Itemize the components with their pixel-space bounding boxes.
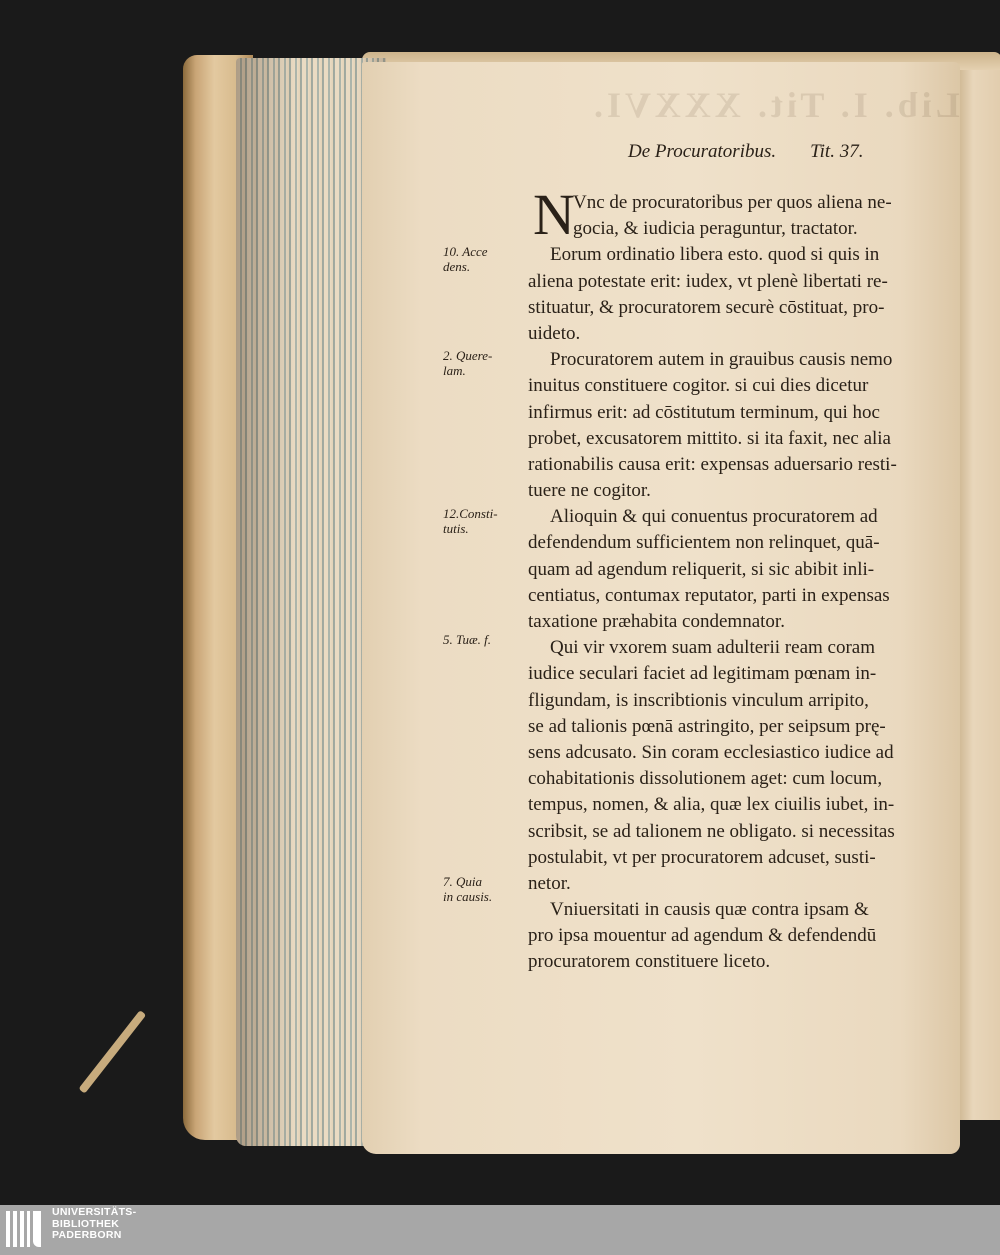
- text-line: aliena potestate erit: iudex, vt plenè libertati re-: [528, 270, 888, 292]
- text-line: tempus, nomen, & alia, quæ lex ciuilis iubet, in-: [528, 794, 895, 816]
- text-line: se ad talionis pœnā astringito, per seipsum prę-: [528, 715, 886, 737]
- text-line: Alioquin & qui conuentus procuratorem ad: [550, 506, 878, 528]
- text-line: gocia, & iudicia peraguntur, tractator.: [573, 218, 858, 240]
- margin-note: 5. Tuæ. f.: [443, 632, 492, 647]
- drop-capital: N: [533, 182, 575, 247]
- text-line: stituatur, & procuratorem securè cōstituat, pro-: [528, 296, 885, 318]
- text-line: cohabitationis dissolutionem aget: cum locum,: [528, 768, 883, 790]
- text-line: scribsit, se ad talionem ne obligato. si necessitas: [528, 820, 895, 842]
- text-line: netor.: [528, 872, 571, 894]
- text-line: infirmus erit: ad cōstitutum terminum, qui hoc: [528, 401, 880, 423]
- header-title-number: Tit. 37.: [810, 141, 864, 162]
- text-line: postulabit, vt per procuratorem adcuset, susti-: [528, 846, 876, 868]
- text-line: pro ipsa mouentur ad agendum & defendendū: [528, 925, 877, 947]
- text-line: tuere ne cogitor.: [528, 480, 651, 502]
- text-line: Procuratorem autem in grauibus causis nemo: [550, 349, 893, 371]
- text-line: sens adcusato. Sin coram ecclesiastico iudice ad: [528, 741, 894, 763]
- text-line: quam ad agendum reliquerit, si sic abibit inli-: [528, 558, 875, 580]
- text-line: fligundam, is inscribtionis vinculum arripito,: [528, 689, 869, 711]
- library-footer-bar: [0, 1205, 1000, 1255]
- margin-note: 12.Consti- tutis.: [443, 506, 498, 536]
- text-line: iudice seculari faciet ad legitimam pœnam in-: [528, 663, 877, 685]
- text-line: uideto.: [528, 322, 581, 344]
- text-line: procuratorem constituere liceto.: [528, 951, 771, 973]
- text-line: centiatus, contumax reputator, parti in expensas: [528, 584, 890, 606]
- library-name: UNIVERSITÄTS- BIBLIOTHEK PADERBORN: [52, 1206, 137, 1241]
- margin-note: 10. Acce dens.: [443, 244, 488, 274]
- text-line: Eorum ordinatio libera esto. quod si quis in: [550, 244, 880, 266]
- body-text: [528, 182, 946, 976]
- library-logo-icon: [6, 1211, 46, 1247]
- bleed-through-text: Lib. I. Tit. XXXVI.: [590, 85, 960, 125]
- text-line: rationabilis causa erit: expensas aduersario resti-: [528, 453, 897, 475]
- header-title: De Procuratoribus.: [628, 141, 777, 162]
- text-line: taxatione præhabita condemnator.: [528, 611, 785, 632]
- running-header: [628, 141, 863, 163]
- text-line: Vniuersitati in causis quæ contra ipsam &: [550, 899, 869, 921]
- text-line: inuitus constituere cogitor. si cui dies dicetur: [528, 375, 869, 397]
- text-line: Vnc de procuratoribus per quos aliena ne-: [573, 192, 892, 213]
- text-line: probet, excusatorem mittito. si ita faxit, nec alia: [528, 427, 891, 449]
- facing-page: [955, 70, 1000, 1120]
- text-line: defendendum sufficientem non relinquet, quā-: [528, 532, 880, 554]
- bookmark-ribbon: [78, 1010, 146, 1094]
- margin-note: 2. Quere- lam.: [443, 348, 493, 378]
- text-line: Qui vir vxorem suam adulterii ream coram: [550, 637, 876, 659]
- margin-note: 7. Quia in causis.: [443, 874, 493, 904]
